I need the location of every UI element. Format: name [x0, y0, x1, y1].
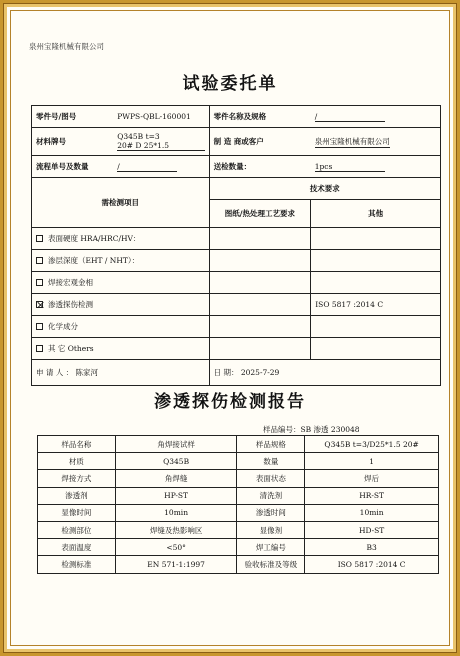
test-item-row: [32, 316, 441, 338]
report-field-value: 焊缝及热影响区: [115, 521, 237, 538]
report-field-label: 验收标准及等级: [237, 556, 305, 573]
items-header: 需检测项目: [32, 178, 210, 228]
report-field-value: EN 571-1:1997: [115, 556, 237, 573]
report-row: [38, 453, 439, 470]
checkbox-icon[interactable]: [36, 235, 43, 242]
test-item-label: 渗层深度（EHT / NHT）：: [48, 256, 140, 265]
report-field-value: 角焊接试样: [115, 436, 237, 453]
test-item-row: [32, 294, 441, 316]
test-item-row: [32, 338, 441, 360]
report-field-value: 角焊缝: [115, 470, 237, 487]
test-item-cell: [32, 250, 210, 272]
test-item-label: 化学成分: [48, 322, 78, 331]
report-field-label: 显像剂: [237, 521, 305, 538]
report-row: [38, 539, 439, 556]
report-field-label: 显像时间: [38, 504, 116, 521]
test-item-label: 焊接宏观金相: [48, 278, 93, 287]
part-no-label: 零件号/图号: [32, 106, 114, 128]
test-item-cell: [32, 272, 210, 294]
test-item-label: 渗透探伤检测: [48, 300, 93, 309]
report-field-value: B3: [305, 539, 439, 556]
flow-value: /: [113, 156, 209, 178]
other-header: 其他: [311, 200, 441, 228]
report-field-label: 表面温度: [38, 539, 116, 556]
material-label: 材料牌号: [32, 128, 114, 156]
report-field-label: 样品名称: [38, 436, 116, 453]
test-item-row: [32, 228, 441, 250]
checkbox-icon[interactable]: [36, 257, 43, 264]
test-item-label: 表面硬度 HRA/HRC/HV：: [48, 234, 141, 243]
tech-header: 技术要求: [209, 178, 440, 200]
report-field-value: ISO 5817 :2014 C: [305, 556, 439, 573]
drawing-header: 图纸/热处理工艺要求: [209, 200, 311, 228]
maker-label: 制 造 商或客户: [209, 128, 311, 156]
other-requirement-cell: [311, 338, 441, 360]
drawing-requirement-cell: [209, 316, 311, 338]
other-requirement-cell: [311, 316, 441, 338]
other-requirement-cell: [311, 272, 441, 294]
report-field-value: Q345B: [115, 453, 237, 470]
report-field-label: 检测标准: [38, 556, 116, 573]
report-field-value: <50°: [115, 539, 237, 556]
report-table: [37, 435, 439, 574]
other-requirement-cell: [311, 228, 441, 250]
test-item-cell: [32, 294, 210, 316]
report-field-label: 渗透剂: [38, 487, 116, 504]
test-item-cell: [32, 228, 210, 250]
applicant-cell: 申 请 人 ： 陈家河: [32, 360, 210, 386]
other-requirement-cell: ISO 5817 :2014 C: [311, 294, 441, 316]
test-item-cell: [32, 338, 210, 360]
report-field-value: 10min: [305, 504, 439, 521]
material-value: Q345B t=3 20# D 25*1.5: [113, 128, 209, 156]
report-field-label: 焊工编号: [237, 539, 305, 556]
report-field-value: 1: [305, 453, 439, 470]
report-field-value: HD-ST: [305, 521, 439, 538]
part-name-value: /: [311, 106, 441, 128]
report-field-label: 材质: [38, 453, 116, 470]
part-no-value: PWPS-QBL-160001: [113, 106, 209, 128]
drawing-requirement-cell: [209, 294, 311, 316]
report-field-label: 样品规格: [237, 436, 305, 453]
report-field-value: HR-ST: [305, 487, 439, 504]
test-item-cell: [32, 316, 210, 338]
report-field-label: 清洗剂: [237, 487, 305, 504]
report-row: [38, 487, 439, 504]
report-field-value: 10min: [115, 504, 237, 521]
part-name-label: 零件名称及规格: [209, 106, 311, 128]
report-row: [38, 556, 439, 573]
test-item-label: 其 它 Others: [48, 344, 94, 353]
report-title: 渗透探伤检测报告: [154, 392, 306, 412]
report-row: [38, 436, 439, 453]
report-field-label: 渗透时间: [237, 504, 305, 521]
sample-number: 样品编号：SB 渗透 230048: [263, 425, 360, 434]
other-requirement-cell: [311, 250, 441, 272]
checkbox-icon[interactable]: [36, 345, 43, 352]
qty-label: 送检数量：: [209, 156, 311, 178]
report-field-label: 表面状态: [237, 470, 305, 487]
checkbox-icon[interactable]: [36, 323, 43, 330]
date-cell: 日 期： 2025-7-29: [209, 360, 440, 386]
report-field-value: 焊后: [305, 470, 439, 487]
checkbox-icon[interactable]: [36, 279, 43, 286]
flow-label: 流程单号及数量: [32, 156, 114, 178]
report-field-value: Q345B t=3/D25*1.5 20#: [305, 436, 439, 453]
test-item-row: [32, 250, 441, 272]
company-name-header: 泉州宝隆机械有限公司: [29, 42, 104, 51]
drawing-requirement-cell: [209, 250, 311, 272]
report-field-label: 数量: [237, 453, 305, 470]
report-field-label: 焊接方式: [38, 470, 116, 487]
entrust-title: 试验委托单: [182, 74, 278, 94]
report-field-value: HP-ST: [115, 487, 237, 504]
certificate-paper: [4, 4, 456, 652]
report-field-label: 检测部位: [38, 521, 116, 538]
drawing-requirement-cell: [209, 272, 311, 294]
drawing-requirement-cell: [209, 228, 311, 250]
qty-value: 1pcs: [311, 156, 441, 178]
entrust-table: [31, 105, 441, 386]
report-row: [38, 504, 439, 521]
report-row: [38, 470, 439, 487]
drawing-requirement-cell: [209, 338, 311, 360]
checkbox-icon[interactable]: [36, 301, 43, 308]
maker-value: 泉州宝隆机械有限公司: [311, 128, 441, 156]
test-item-row: [32, 272, 441, 294]
report-row: [38, 521, 439, 538]
